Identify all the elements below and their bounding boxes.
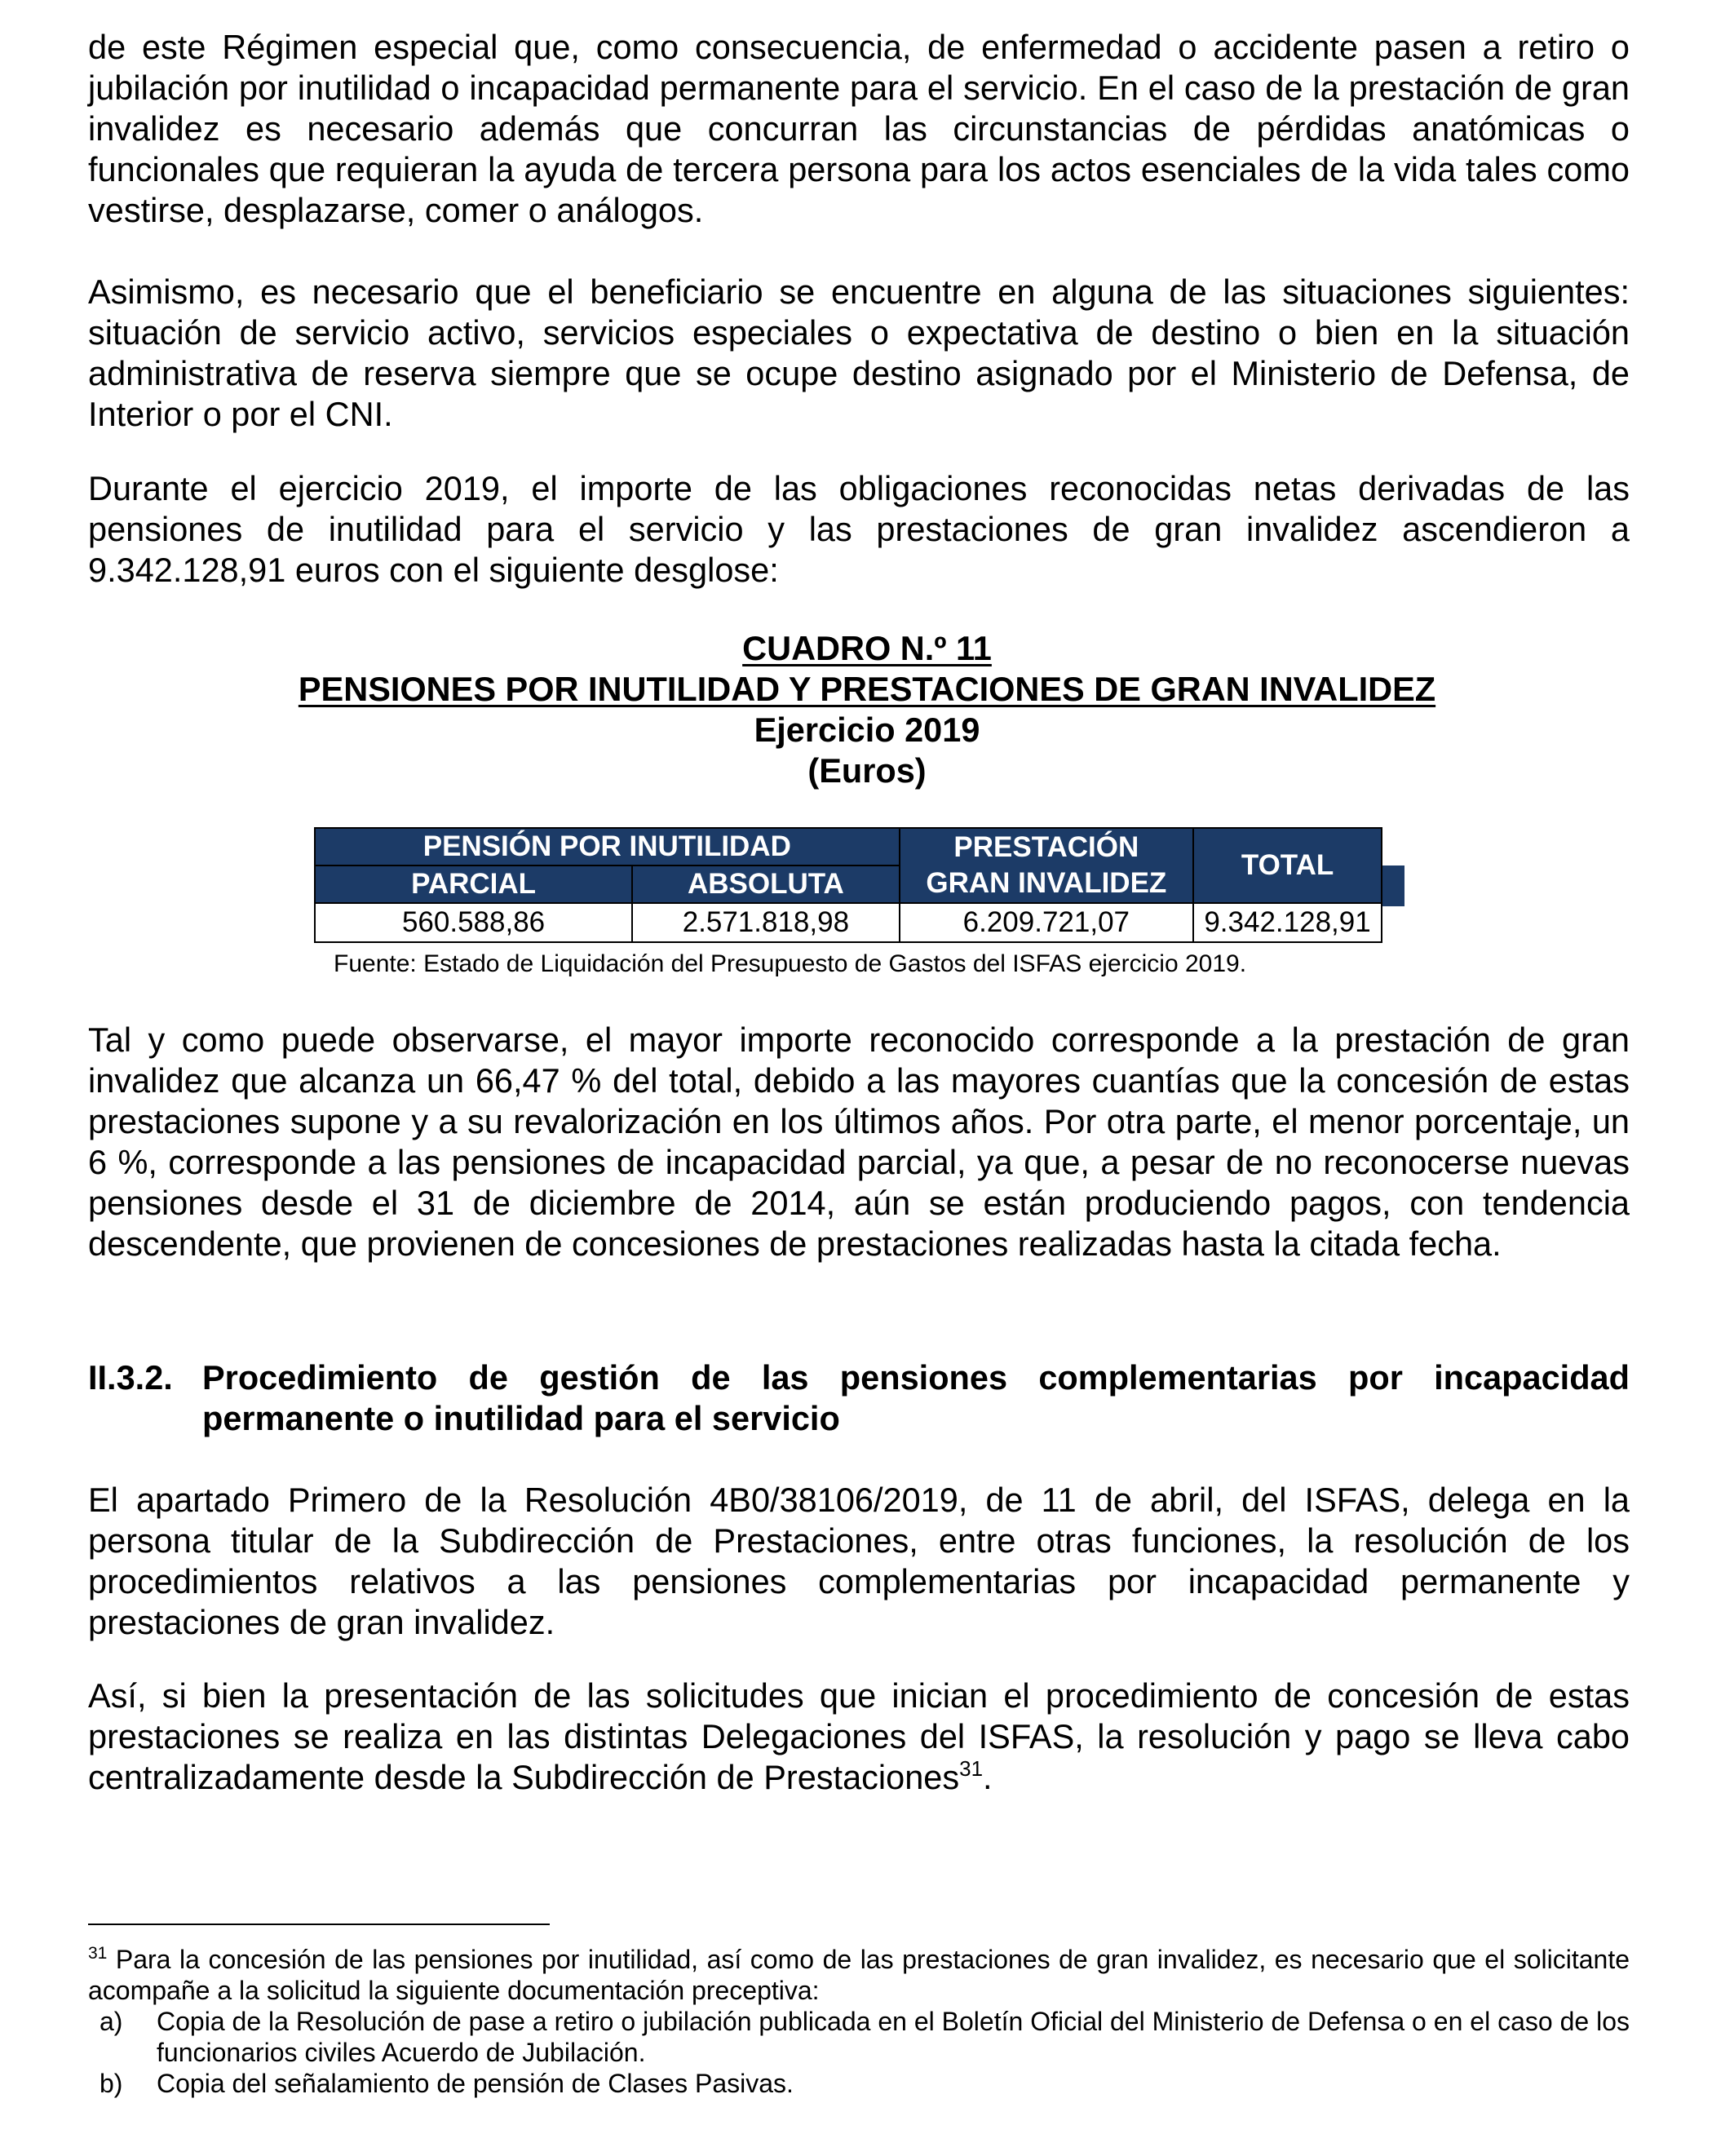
cell-total: 9.342.128,91 [1193,903,1382,942]
paragraph-situaciones: Asimismo, es necesario que el beneficiario se encuentre en alguna de las situaciones siguientes: situación de servicio activo, servicios especiales o expectativa de destino o bien en la situación administrativa de reserva siempre que se ocupe destino asignado por el Ministerio de Defensa, de Interior o por el CNI. [88,272,1630,433]
table-source: Fuente: Estado de Liquidación del Presupuesto de Gastos del ISFAS ejercicio 2019. [334,950,1247,977]
header-parcial: PARCIAL [315,865,632,903]
footnote-item-a: a) Copia de la Resolución de pase a retiro o jubilación publicada en el Boletín Oficial del Ministerio de Defensa o en el caso de los funcionarios civiles Acuerdo de Jubilación. [100,2007,1630,2067]
cuadro-unit: (Euros) [807,751,927,790]
section-number: II.3.2. [88,1358,173,1397]
cuadro-title: PENSIONES POR INUTILIDAD Y PRESTACIONES DE GRAN INVALIDEZ [298,670,1436,708]
paragraph-observacion: Tal y como puede observarse, el mayor importe reconocido corresponde a la prestación de gran invalidez que alcanza un 66,47 % del total, debido a las mayores cuantías que la concesión de estas prestaciones supone y a su revalorización en los últimos años. Por otra parte, el menor porcentaje, un 6 %, corresponde a las pensiones de incapacidad parcial, ya que, a pesar de no reconocerse nuevas pensiones desde el 31 de diciembre de 2014, aún se están produciendo pagos, con tendencia descendente, que provienen de concesiones de prestaciones realizadas hasta la citada fecha. [88,1020,1630,1263]
footnote-item-b: b) Copia del señalamiento de pensión de Clases Pasivas. [100,2069,794,2098]
header-total: TOTAL [1193,828,1382,903]
cell-absoluta: 2.571.818,98 [632,903,900,942]
cell-gran-invalidez: 6.209.721,07 [900,903,1193,942]
table-row [315,903,1382,942]
footnote-text: $^{31}$ Para la concesión de las pensiones por inutilidad, así como de las prestaciones de gran invalidez, es necesario que el solicitante acompañe a la solicitud la siguiente documentación preceptiva: [88,1944,1630,2005]
section-title: Procedimiento de gestión de las pensiones complementarias por incapacidad permanente o inutilidad para el servicio [202,1358,1630,1437]
cuadro-number: CUADRO N.º 11 [742,629,992,667]
section-heading [88,1357,1630,1439]
paragraph-importe: Durante el ejercicio 2019, el importe de las obligaciones reconocidas netas derivadas de las pensiones de inutilidad para el servicio y las prestaciones de gran invalidez ascendieron a 9.342.128,91 euros con el siguiente desglose: [88,469,1630,589]
footnote-separator [88,1924,550,1925]
cell-parcial: 560.588,86 [315,903,632,942]
header-absoluta: ABSOLUTA [632,865,900,903]
cuadro-table [314,827,1382,943]
footnote-ref[interactable]: 31 [959,1756,984,1781]
table-header-stub [1382,865,1404,906]
cuadro-year: Ejercicio 2019 [754,711,980,749]
header-prestacion-gran-invalidez: PRESTACIÓN GRAN INVALIDEZ [900,828,1193,903]
paragraph-resolucion: El apartado Primero de la Resolución 4B0/38106/2019, de 11 de abril, del ISFAS, delega en la persona titular de la Subdirección de Prestaciones, entre otras funciones, la resolución de los procedimientos relativos a las pensiones complementarias por incapacidad permanente y prestaciones de gran invalidez. [88,1481,1630,1641]
paragraph-requisitos: de este Régimen especial que, como consecuencia, de enfermedad o accidente pasen a retiro o jubilación por inutilidad o incapacidad permanente para el servicio. En el caso de la prestación de gran invalidez es necesario además que concurran las circunstancias de pérdidas anatómicas o funcionales que requieran la ayuda de tercera persona para los actos esenciales de la vida tales como vestirse, desplazarse, comer o análogos. [88,28,1630,229]
header-pension-inutilidad: PENSIÓN POR INUTILIDAD [315,828,900,865]
paragraph-presentacion: Así, si bien la presentación de las solicitudes que inician el procedimiento de concesión de estas prestaciones se realiza en las distintas Delegaciones del ISFAS, la resolución y pago se lleva cabo centralizadamente desde la Subdirección de Prestaciones$^{31}$. [88,1676,1630,1796]
footnote-marker: 31 [88,1944,108,1963]
